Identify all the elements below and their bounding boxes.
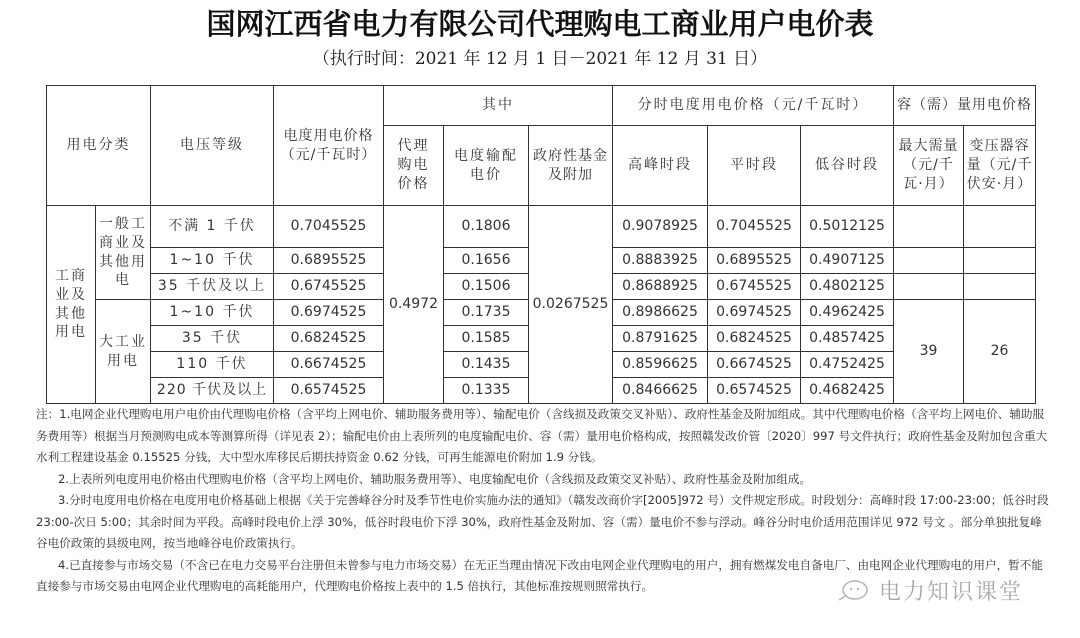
energy-price-cell: 0.6745525 <box>274 274 384 300</box>
footnote-3: 3.分时电度用电价格在电度用电价格基础上根据《关于完善峰谷分时及季节性电价实施办法的通知》（赣发改商价字[2005]972 号）文件规定形成。时段划分：高峰时段 17:00-23:00；低谷时段 23:00-次日 5:00；其余时间为平段。高峰时段电价上浮 30%，低谷时段电价下浮 30%，政府性基金及附加、容（需）量电价不参与浮动。峰谷分时电价适用范围详见 972 号文 。部分单独批复峰谷电价政策的县级电网，按当地峰谷电价政策执行。 <box>36 493 1049 550</box>
category-main: 工商业及其他用电 <box>47 206 96 404</box>
flat-cell: 0.7045525 <box>708 206 801 248</box>
transformer-capacity-cell: 26 <box>964 300 1036 404</box>
price-table <box>46 85 1036 404</box>
peak-cell: 0.8791625 <box>613 326 708 352</box>
max-demand-cell <box>894 274 964 300</box>
voltage-cell: 35 千伏及以上 <box>151 274 274 300</box>
voltage-cell: 1~10 千伏 <box>151 248 274 274</box>
valley-cell: 0.4802125 <box>801 274 894 300</box>
peak-cell: 0.9078925 <box>613 206 708 248</box>
peak-cell: 0.8883925 <box>613 248 708 274</box>
wechat-icon <box>835 578 869 604</box>
peak-cell: 0.8466625 <box>613 378 708 404</box>
transmission-cell: 0.1806 <box>444 206 529 248</box>
header-of-which: 其中 <box>384 86 613 126</box>
header-flat: 平时段 <box>708 126 801 206</box>
transformer-capacity-cell <box>964 206 1036 248</box>
peak-cell: 0.8688925 <box>613 274 708 300</box>
valley-cell: 0.4907125 <box>801 248 894 274</box>
footnote-2: 2.上表所列电度用电价格由代理购电价格（含平均上网电价、辅助服务费用等）、电度输配电价（含线损及政策交叉补贴）、政府性基金及附加组成。 <box>58 471 812 486</box>
transmission-cell: 0.1435 <box>444 352 529 378</box>
subcategory-large: 大工业用电 <box>96 300 151 404</box>
voltage-cell: 35 千伏 <box>151 326 274 352</box>
peak-cell: 0.8596625 <box>613 352 708 378</box>
valley-cell: 0.4962425 <box>801 300 894 326</box>
transmission-cell: 0.1335 <box>444 378 529 404</box>
subcategory-general: 一般工商业及其他用电 <box>96 206 151 300</box>
flat-cell: 0.6974525 <box>708 300 801 326</box>
max-demand-cell <box>894 206 964 248</box>
flat-cell: 0.6895525 <box>708 248 801 274</box>
transformer-capacity-cell <box>964 248 1036 274</box>
header-transformer-capacity: 变压器容量（元/千伏安·月） <box>964 126 1036 206</box>
watermark-text: 电力知识课堂 <box>879 580 1024 605</box>
voltage-cell: 110 千伏 <box>151 352 274 378</box>
flat-cell: 0.6745525 <box>708 274 801 300</box>
header-transmission-price: 电度输配电价 <box>444 126 529 206</box>
valley-cell: 0.4857425 <box>801 326 894 352</box>
header-voltage: 电压等级 <box>151 86 274 206</box>
header-tou-group: 分时电度用电价格（元/千瓦时） <box>613 86 894 126</box>
transmission-cell: 0.1506 <box>444 274 529 300</box>
footnote-1: 注：1.电网企业代理购电用户电价由代理购电价格（含平均上网电价、辅助服务费用等）、输配电价（含线损及政策交叉补贴）、政府性基金及附加组成。其中代理购电价格（含平均上网电价、辅助服务费用等）根据当月预测购电成本等测算所得（详见表 2）；输配电价由上表所列的电度输配电价、容（需）量用电价格构成，按照赣发改价管〔2020〕997 号文件执行；政府性基金及附加包含重大水利工程建设基金 0.15525 分钱，大中型水库移民后期扶持资金 0.62 分钱，可再生能源电价附加 1.9 分钱。 <box>36 407 1048 464</box>
watermark <box>835 575 1023 606</box>
agency-price-cell: 0.4972 <box>384 206 444 404</box>
valley-cell: 0.5012125 <box>801 206 894 248</box>
header-max-demand: 最大需量（元/千瓦·月） <box>894 126 964 206</box>
max-demand-cell: 39 <box>894 300 964 404</box>
energy-price-cell: 0.6895525 <box>274 248 384 274</box>
table-row <box>47 206 1036 248</box>
effective-period: （执行时间：2021 年 12 月 1 日－2021 年 12 月 31 日） <box>312 49 768 69</box>
energy-price-cell: 0.6974525 <box>274 300 384 326</box>
header-category: 用电分类 <box>47 86 151 206</box>
flat-cell: 0.6674525 <box>708 352 801 378</box>
page-title: 国网江西省电力有限公司代理购电工商业用户电价表 <box>206 7 874 41</box>
energy-price-cell: 0.7045525 <box>274 206 384 248</box>
voltage-cell: 1~10 千伏 <box>151 300 274 326</box>
gov-fund-cell: 0.0267525 <box>529 206 613 404</box>
header-peak: 高峰时段 <box>613 126 708 206</box>
voltage-cell: 不满 1 千伏 <box>151 206 274 248</box>
footnotes <box>36 404 1052 598</box>
header-energy-price: 电度用电价格（元/千瓦时） <box>274 86 384 206</box>
transmission-cell: 0.1735 <box>444 300 529 326</box>
footnote-4: 4.已直接参与市场交易（不含已在电力交易平台注册但未曾参与电力市场交易）在无正当理由情况下改由电网企业代理购电的用户，拥有燃煤发电自备电厂、由电网企业代理购电的用户，暂不能直接参与市场交易由电网企业代理购电的高耗能用户，代理购电价格按上表中的 1.5 倍执行，其他标准按规则照常执行。 <box>36 557 1043 593</box>
transmission-cell: 0.1656 <box>444 248 529 274</box>
valley-cell: 0.4752425 <box>801 352 894 378</box>
transformer-capacity-cell <box>964 274 1036 300</box>
flat-cell: 0.6574525 <box>708 378 801 404</box>
header-agency-price: 代理购电价格 <box>384 126 444 206</box>
energy-price-cell: 0.6674525 <box>274 352 384 378</box>
transmission-cell: 0.1585 <box>444 326 529 352</box>
voltage-cell: 220 千伏及以上 <box>151 378 274 404</box>
flat-cell: 0.6824525 <box>708 326 801 352</box>
header-capacity-group: 容（需）量用电价格 <box>894 86 1036 126</box>
valley-cell: 0.4682425 <box>801 378 894 404</box>
energy-price-cell: 0.6574525 <box>274 378 384 404</box>
header-valley: 低谷时段 <box>801 126 894 206</box>
max-demand-cell <box>894 248 964 274</box>
peak-cell: 0.8986625 <box>613 300 708 326</box>
header-gov-fund: 政府性基金及附加 <box>529 126 613 206</box>
energy-price-cell: 0.6824525 <box>274 326 384 352</box>
